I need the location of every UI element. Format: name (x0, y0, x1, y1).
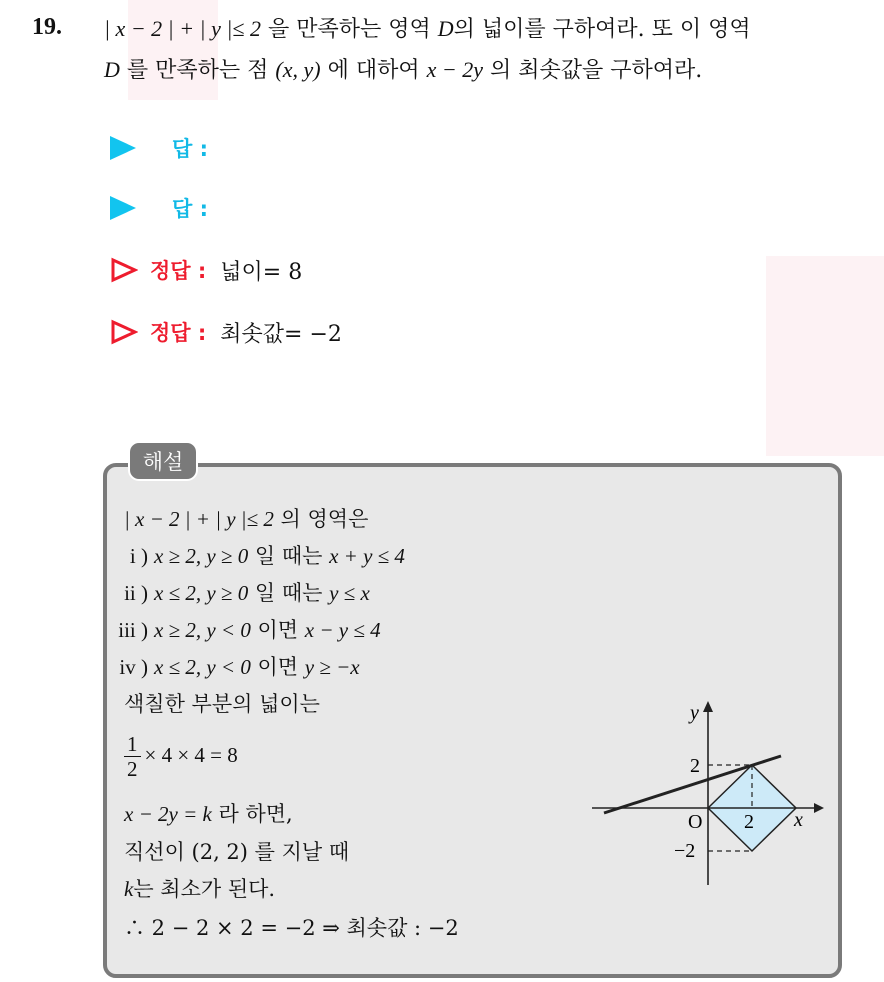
correct-answer-row-2 (110, 315, 342, 349)
correct-answer-value: 넓이= 8 (220, 259, 303, 285)
play-arrow-icon (110, 196, 136, 220)
x-tick-2: 2 (744, 811, 754, 833)
answer-input-row-2[interactable] (110, 191, 208, 225)
case-row: iii ) x ≥ 2, y < 0 이면 x − y ≤ 4 (118, 618, 381, 642)
correct-answer-row-1 (110, 253, 302, 287)
origin-label: O (688, 811, 703, 833)
explanation-intro: | x − 2 | + | y |≤ 2 의 영역은 (124, 507, 369, 531)
question-number: 19. (32, 14, 62, 40)
play-arrow-icon (110, 136, 136, 160)
outline-arrow-icon (110, 257, 138, 283)
question-line-1: | x − 2 | + | y |≤ 2 을 만족하는 영역 D의 넓이를 구하여라. 또 이 영역 (104, 16, 751, 42)
case-row: i ) x ≥ 2, y ≥ 0 일 때는 x + y ≤ 4 (129, 544, 405, 568)
let-equation: x − 2y = k 라 하면, (124, 802, 293, 826)
answer-label: 답 : (172, 197, 208, 221)
question-line-2: D 를 만족하는 점 (x, y) 에 대하여 x − 2y 의 최솟값을 구하여라. (104, 57, 703, 83)
correct-answer-label: 정답 : (150, 259, 207, 283)
y-axis-label: y (690, 702, 699, 724)
conclusion: ∴ 2 − 2 × 2 = −2 ⇒ 최솟값 : −2 (124, 916, 459, 940)
answer-input-row-1[interactable] (110, 131, 208, 165)
case-row: ii ) x ≤ 2, y ≥ 0 일 때는 y ≤ x (124, 581, 370, 605)
correct-answer-label: 정답 : (150, 321, 207, 345)
watermark-block (766, 256, 884, 456)
explanation-tab: 해설 (128, 441, 198, 481)
area-fraction: $\frac{1}{2}$ × 4 × 4 = 8 (124, 732, 238, 781)
area-text: 색칠한 부분의 넓이는 (124, 692, 320, 716)
correct-answer-value: 최솟값= −2 (220, 321, 342, 347)
y-tick-neg2: −2 (674, 840, 696, 862)
y-tick-2: 2 (690, 755, 700, 777)
case-row: iv ) x ≤ 2, y < 0 이면 y ≥ −x (119, 655, 360, 679)
k-minimum-text: k는 최소가 된다. (124, 877, 276, 901)
outline-arrow-icon (110, 319, 138, 345)
x-axis-label: x (794, 809, 803, 831)
x-axis-arrow-icon (814, 803, 824, 813)
answer-label: 답 : (172, 137, 208, 161)
y-axis-arrow-icon (703, 701, 713, 712)
region-graph (580, 695, 830, 895)
through-text: 직선이 (2, 2) 를 지날 때 (124, 840, 350, 864)
